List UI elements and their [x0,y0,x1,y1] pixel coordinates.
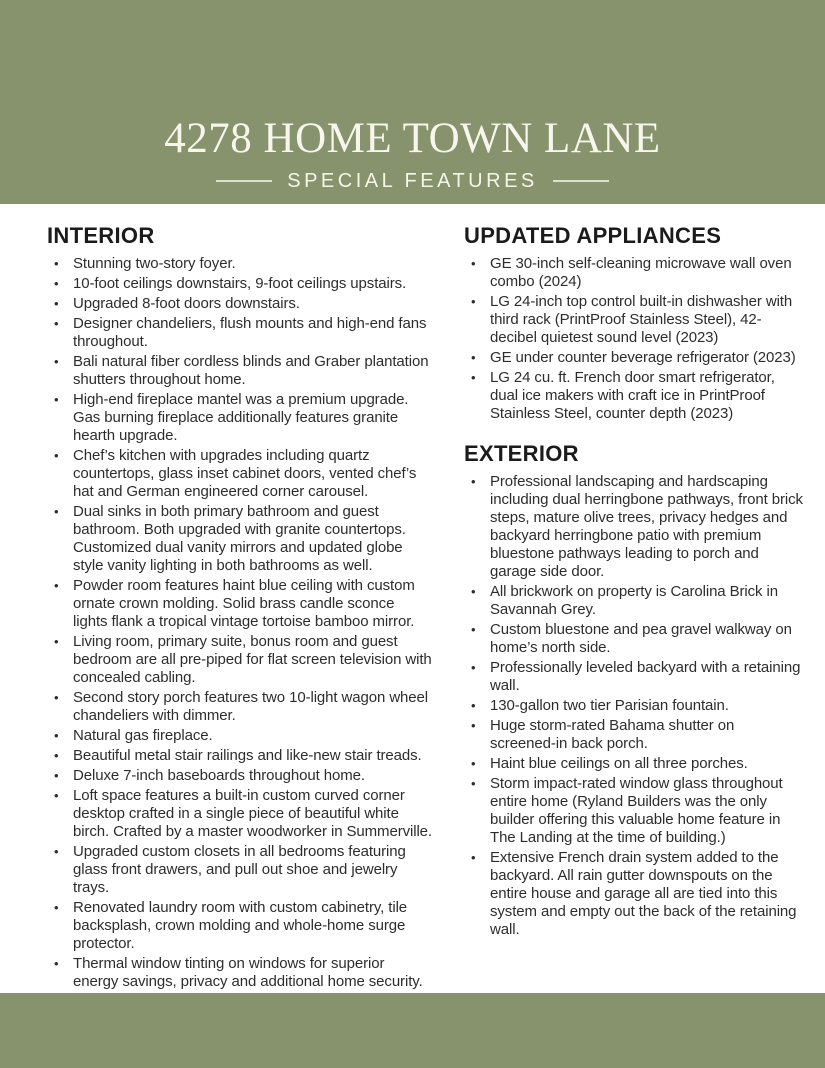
feature-item: • Huge storm-rated Bahama shutter on screened-in back porch. [464,717,803,753]
feature-item: • Renovated laundry room with custom cabinetry, tile backsplash, crown molding and whole-home surge protector. [47,899,432,953]
feature-item: • Thermal window tinting on windows for superior energy savings, privacy and additional home security. [47,955,432,991]
feature-item: • High-end fireplace mantel was a premium upgrade. Gas burning fireplace additionally features granite hearth upgrade. [47,391,432,445]
feature-item: • Haint blue ceilings on all three porches. [464,755,803,773]
feature-item: • Upgraded custom closets in all bedrooms featuring glass front drawers, and pull out shoe and jewelry trays. [47,843,432,897]
feature-section [47,224,432,1011]
feature-item: • Living room, primary suite, bonus room and guest bedroom are all pre-piped for flat screen television with concealed cabling. [47,633,432,687]
section-heading: UPDATED APPLIANCES [464,223,722,248]
feature-item: • Loft space features a built-in custom curved corner desktop crafted in a single piece of beautiful white birch. Crafted by a master woodworker in Summerville. [47,787,432,841]
section-heading: EXTERIOR [464,441,579,467]
feature-item: • Second story porch features two 10-light wagon wheel chandeliers with dimmer. [47,689,432,725]
feature-item: • Dual sinks in both primary bathroom and guest bathroom. Both upgraded with granite countertops. Customized dual vanity mirrors and updated globe style vanity lighting in both bathrooms as well. [47,503,432,575]
divider-line-left [216,180,272,182]
content-area [0,204,825,1013]
feature-item: • 10-foot ceilings downstairs, 9-foot ceilings upstairs. [47,275,432,293]
feature-item: • Professionally leveled backyard with a retaining wall. [464,659,803,695]
feature-item: • Storm impact-rated window glass throughout entire home (Ryland Builders was the only builder offering this valuable home feature in The Landing at the time of building.) [464,775,803,847]
feature-item: • LG 24-inch top control built-in dishwasher with third rack (PrintProof Stainless Steel), 42-decibel quietest sound level (2023) [464,293,803,347]
feature-item: • GE 30-inch self-cleaning microwave wall oven combo (2024) [464,255,803,291]
section-heading: INTERIOR [47,223,155,248]
feature-item: • Bali natural fiber cordless blinds and Graber plantation shutters throughout home. [47,353,432,389]
feature-item: • Powder room features haint blue ceiling with custom ornate crown molding. Solid brass candle sconce lights flank a tropical vintage tortoise bamboo mirror. [47,577,432,631]
feature-item: • Designer chandeliers, flush mounts and high-end fans throughout. [47,315,432,351]
feature-item: • Custom bluestone and pea gravel walkway on home’s north side. [464,621,803,657]
feature-list [464,473,803,939]
feature-item: • Natural gas fireplace. [47,727,432,745]
feature-item: • Extensive French drain system added to the backyard. All rain gutter downspouts on the entire house and garage all are tied into this system and empty out the back of the retaining wall. [464,849,803,939]
left-column [47,224,432,1013]
subtitle-row [216,171,609,191]
divider-line-right [553,180,609,182]
feature-item: • Deluxe 7-inch baseboards throughout home. [47,767,432,785]
feature-item: • Upgraded 8-foot doors downstairs. [47,295,432,313]
right-column [464,224,803,1013]
feature-item: • All brickwork on property is Carolina Brick in Savannah Grey. [464,583,803,619]
feature-item: • LG 24 cu. ft. French door smart refrigerator, dual ice makers with craft ice in PrintProof Stainless Steel, counter depth (2023) [464,369,803,423]
feature-item: • Beautiful metal stair railings and like-new stair treads. [47,747,432,765]
feature-item: • GE under counter beverage refrigerator (2023) [464,349,803,367]
feature-item: • Chef’s kitchen with upgrades including quartz countertops, glass inset cabinet doors, vented chef’s hat and German engineered corner carousel. [47,447,432,501]
feature-section [464,224,803,423]
feature-item: • Stunning two-story foyer. [47,255,432,273]
subtitle: SPECIAL FEATURES [287,170,538,192]
feature-section [464,442,803,939]
feature-item: • 130-gallon two tier Parisian fountain. [464,697,803,715]
header-banner [0,0,825,204]
footer-bar [0,993,825,1068]
property-address-title: 4278 HOME TOWN LANE [164,115,661,162]
feature-list [47,255,432,1011]
feature-list [464,255,803,423]
feature-item: • Professional landscaping and hardscaping including dual herringbone pathways, front brick steps, mature olive trees, privacy hedges and backyard herringbone patio with premium bluestone pathways leading to porch and garage side door. [464,473,803,581]
